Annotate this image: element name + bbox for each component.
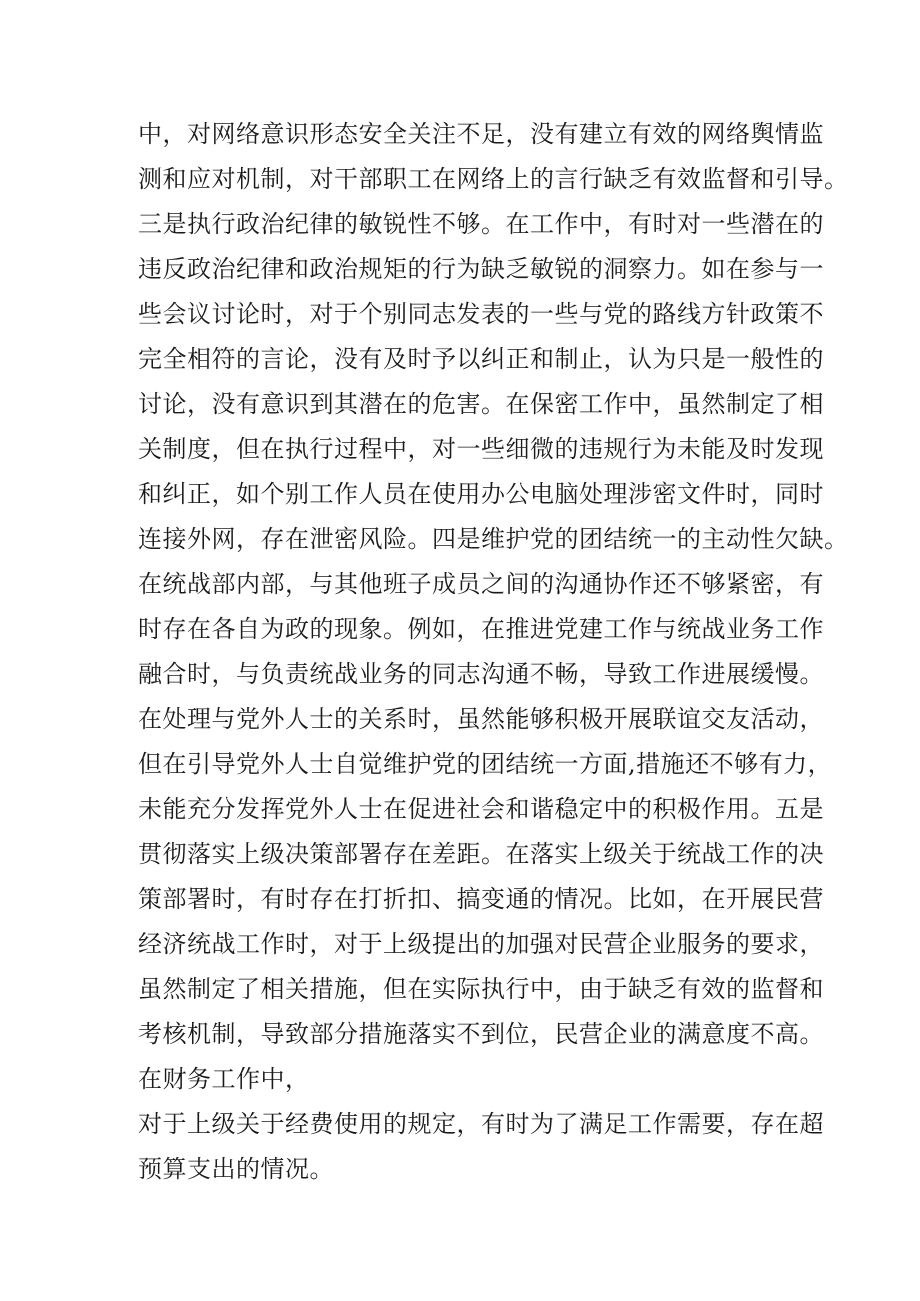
text-line: 完全相符的言论，没有及时予以纠正和制止，认为只是一般性的 [138, 345, 824, 373]
text-line: 时存在各自为政的现象。例如，在推进党建工作与统战业务工作 [138, 615, 824, 643]
text-line: 些会议讨论时，对于个别同志发表的一些与党的路线方针政策不 [138, 300, 824, 328]
body-text [138, 112, 849, 1192]
text-line: 测和应对机制，对干部职工在网络上的言行缺乏有效监督和引导。 [138, 165, 849, 193]
text-line: 融合时，与负责统战业务的同志沟通不畅，导致工作进展缓慢。 [138, 660, 824, 688]
text-line: 预算支出的情况。 [138, 1155, 334, 1183]
text-line: 虽然制定了相关措施，但在实际执行中，由于缺乏有效的监督和 [138, 975, 824, 1003]
text-line: 考核机制，导致部分措施落实不到位，民营企业的满意度不高。 [138, 1020, 824, 1048]
text-line: 连接外网，存在泄密风险。四是维护党的团结统一的主动性欠缺。 [138, 525, 849, 553]
text-line: 未能充分发挥党外人士在促进社会和谐稳定中的积极作用。五是 [138, 795, 824, 823]
text-line: 策部署时，有时存在打折扣、搞变通的情况。比如，在开展民营 [138, 885, 824, 913]
text-line: 经济统战工作时，对于上级提出的加强对民营企业服务的要求， [138, 930, 824, 958]
text-line: 在财务工作中， [138, 1065, 310, 1093]
text-line: 在处理与党外人士的关系时，虽然能够积极开展联谊交友活动， [138, 705, 824, 733]
text-line: 讨论，没有意识到其潜在的危害。在保密工作中，虽然制定了相 [138, 390, 824, 418]
text-line: 但在引导党外人士自觉维护党的团结统一方面,措施还不够有力， [138, 750, 833, 778]
text-line: 关制度，但在执行过程中，对一些细微的违规行为未能及时发现 [138, 435, 824, 463]
text-line: 和纠正，如个别工作人员在使用办公电脑处理涉密文件时，同时 [138, 480, 824, 508]
text-line: 贯彻落实上级决策部署存在差距。在落实上级关于统战工作的决 [138, 840, 824, 868]
text-line: 中，对网络意识形态安全关注不足，没有建立有效的网络舆情监 [138, 120, 824, 148]
text-line: 违反政治纪律和政治规矩的行为缺乏敏锐的洞察力。如在参与一 [138, 255, 824, 283]
text-line: 在统战部内部，与其他班子成员之间的沟通协作还不够紧密，有 [138, 570, 824, 598]
text-line: 三是执行政治纪律的敏锐性不够。在工作中，有时对一些潜在的 [138, 210, 824, 238]
text-line: 对于上级关于经费使用的规定，有时为了满足工作需要，存在超 [138, 1110, 824, 1138]
